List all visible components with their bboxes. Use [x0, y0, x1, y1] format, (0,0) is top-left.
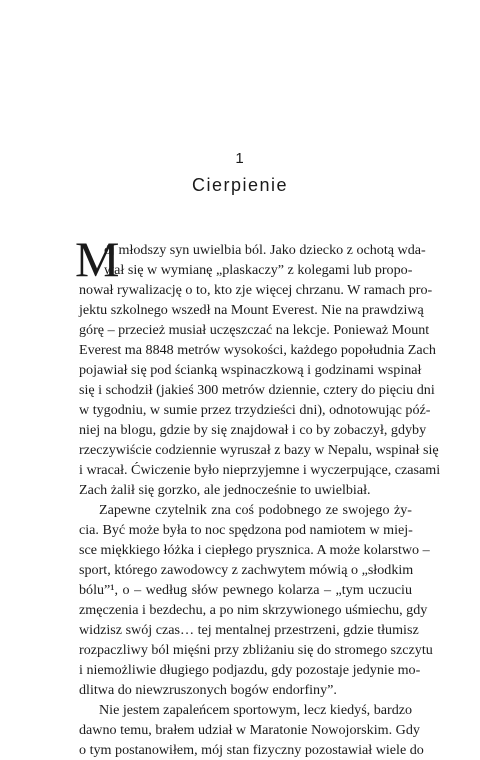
text-line: wał się w wymianę „plaskaczy” z kolegami lub propo-	[104, 262, 413, 278]
text-line: Everest ma 8848 metrów wysokości, każdego popołudnia Zach	[79, 342, 436, 358]
text-line: Nie jestem zapaleńcem sportowym, lecz kiedyś, bardzo	[99, 702, 413, 718]
chapter-number: 1	[235, 150, 245, 167]
text-line: i wracał. Ćwiczenie było nieprzyjemne i wyczerpujące, czasami	[79, 462, 441, 478]
text-line: rozpaczliwy ból mięśni przy zbliżaniu się do stromego szczytu	[79, 642, 433, 658]
text-line: górę – przecież musiał uczęszczać na lekcje. Ponieważ Mount	[79, 322, 430, 338]
text-line: i niemożliwie długiego podjazdu, gdy pozostaje jedynie mo-	[79, 662, 421, 678]
drop-cap: M	[75, 231, 120, 287]
paragraph-3	[79, 700, 424, 760]
text-line: nował rywalizację o to, kto zje więcej chrzanu. W ramach pro-	[79, 282, 433, 298]
text-line: ój młodszy syn uwielbia ból. Jako dziecko z ochotą wda-	[104, 242, 426, 258]
text-line: bólu”¹, o – według słów pewnego kolarza – „tym uczuciu	[79, 582, 412, 598]
text-line: o tym postanowiłem, mój stan fizyczny pozostawiał wiele do	[79, 742, 424, 758]
text-line: dlitwa do niewzruszonych bogów endorfiny”.	[79, 682, 337, 698]
paragraph-1	[75, 231, 441, 500]
text-line: Zapewne czytelnik zna coś podobnego ze swojego ży-	[99, 502, 412, 518]
chapter-body	[75, 231, 441, 760]
text-line: jektu szkolnego wszedł na Mount Everest. Nie na prawdziwą	[79, 302, 424, 318]
text-line: cia. Być może była to noc spędzona pod namiotem w miej-	[79, 522, 413, 538]
chapter-title: Cierpienie	[191, 175, 289, 195]
text-line: zmęczenia i bezdechu, a po nim skrzywionego uśmiechu, gdy	[79, 602, 428, 618]
text-line: rzeczywiście codziennie wyruszał z bazy w Nepalu, wspinał się	[79, 442, 439, 458]
text-line: się i schodził (jakieś 300 metrów dziennie, cztery do pięciu dni	[79, 382, 435, 398]
text-line: pojawiał się pod ścianką wspinaczkową i godzinami wspinał	[79, 362, 422, 378]
text-line: dawno temu, brałem udział w Maratonie Nowojorskim. Gdy	[79, 722, 420, 738]
text-line: sce miękkiego łóżka i ciepłego prysznica. A może kolarstwo –	[79, 542, 430, 558]
text-line: widzisz swój czas… tej mentalnej przestrzeni, gdzie tłumisz	[79, 622, 419, 638]
text-line: w tygodniu, w sumie przez trzydzieści dni), odnotowując póź-	[79, 402, 431, 418]
text-line: niej na blogu, gdzie by się znajdował i co by zobaczył, gdyby	[79, 422, 427, 438]
text-line: sport, którego zawodowcy z zachwytem mówią o „słodkim	[79, 562, 414, 578]
paragraph-2	[79, 500, 433, 700]
text-line: Zach żalił się gorzko, ale jednocześnie to uwielbiał.	[79, 482, 371, 498]
